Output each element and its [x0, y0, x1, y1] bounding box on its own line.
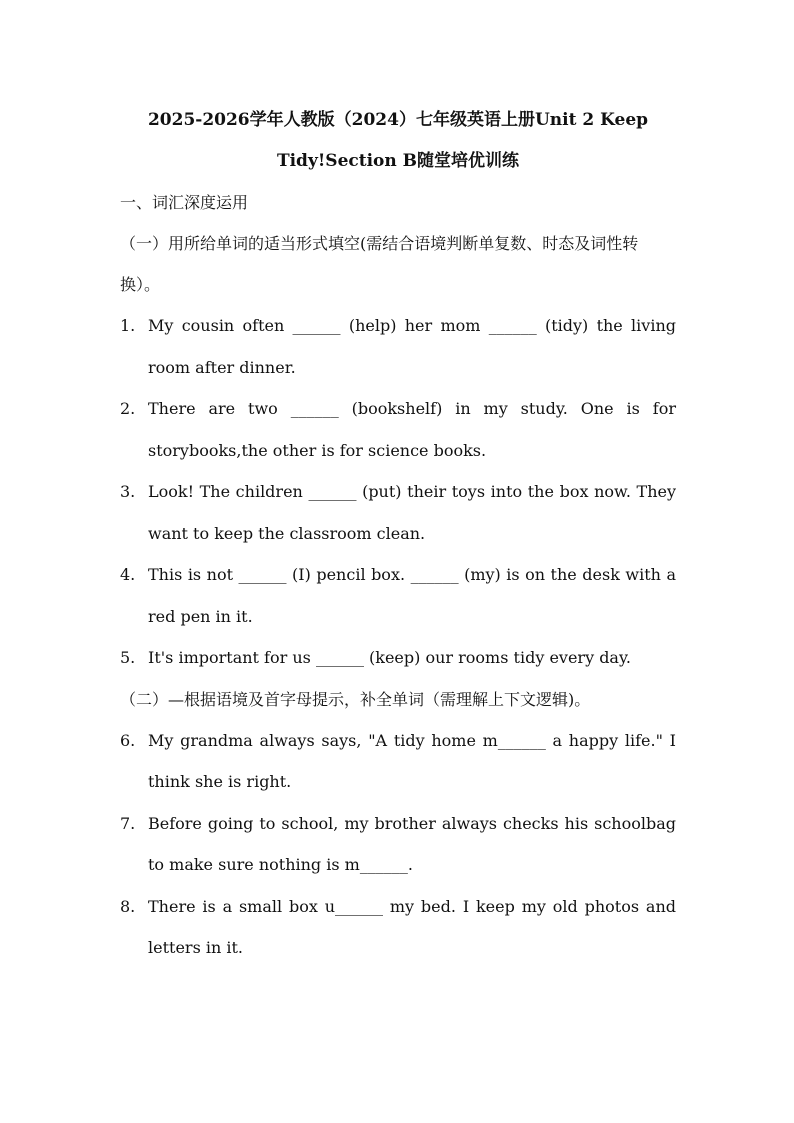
- question-8: [120, 886, 676, 969]
- question-text: Look! The children ______ (put) their toys into the box now. They want to keep the classroom clean.: [148, 482, 676, 543]
- question-number: 6.: [120, 730, 136, 750]
- question-3: [120, 471, 676, 554]
- question-text: Before going to school, my brother always checks his schoolbag to make sure nothing is m______.: [148, 813, 676, 874]
- part2-instruction: （二）—根据语境及首字母提示，补全单词（需理解上下文逻辑)。: [120, 689, 591, 709]
- question-text: My grandma always says, "A tidy home m______ a happy life." I think she is right.: [148, 730, 676, 791]
- section-heading: 一、词汇深度运用: [120, 193, 249, 212]
- question-number: 7.: [120, 813, 136, 833]
- question-text: My cousin often ______ (help) her mom ______ (tidy) the living room after dinner.: [148, 316, 676, 377]
- part2-question-list: [120, 720, 676, 969]
- document-title: [120, 100, 676, 182]
- question-6: [120, 720, 676, 803]
- question-text: It's important for us ______ (keep) our rooms tidy every day.: [148, 648, 631, 667]
- question-number: 3.: [120, 482, 136, 501]
- question-5: [120, 637, 676, 679]
- question-4: [120, 554, 676, 637]
- question-text: This is not ______ (I) pencil box. ______ (my) is on the desk with a red pen in it.: [148, 565, 676, 626]
- title-line-1: 2025-2026学年人教版（2024）七年级英语上册Unit 2 Keep: [147, 110, 649, 130]
- question-1: [120, 305, 676, 388]
- question-2: [120, 388, 676, 471]
- question-number: 8.: [120, 896, 136, 916]
- question-number: 5.: [120, 648, 136, 667]
- question-text: There is a small box u______ my bed. I keep my old photos and letters in it.: [148, 896, 676, 957]
- question-number: 1.: [120, 316, 136, 335]
- part1-instruction: （一）用所给单词的适当形式填空(需结合语境判断单复数、时态及词性转换）。: [120, 234, 639, 294]
- title-line-2: Tidy!Section B随堂培优训练: [276, 151, 520, 171]
- question-number: 2.: [120, 399, 136, 418]
- question-7: [120, 803, 676, 886]
- part1-question-list: [120, 305, 676, 679]
- question-text: There are two ______ (bookshelf) in my study. One is for storybooks,the other is for science books.: [148, 399, 676, 460]
- question-number: 4.: [120, 565, 136, 584]
